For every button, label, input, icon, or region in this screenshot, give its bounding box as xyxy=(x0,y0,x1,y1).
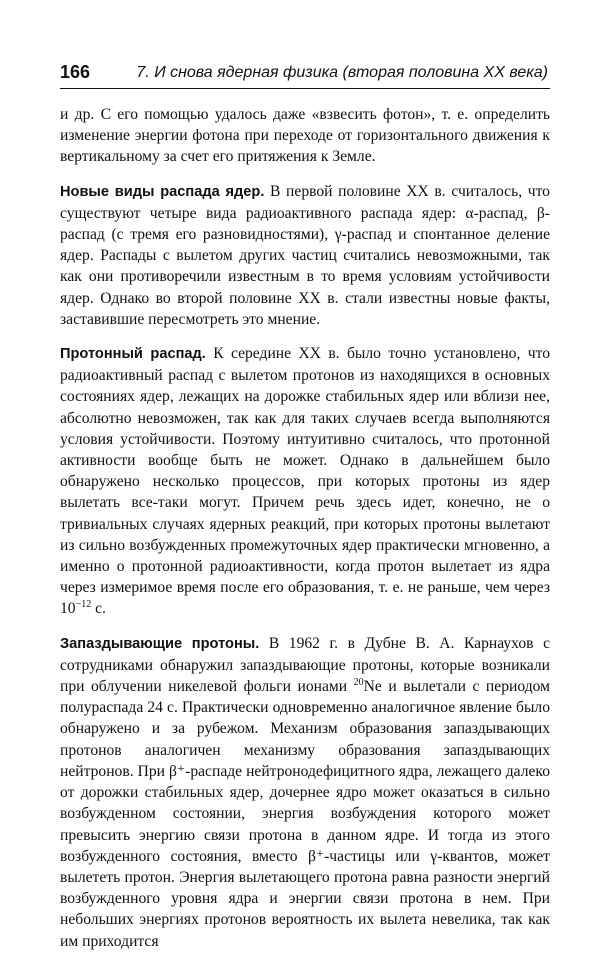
paragraph-proton-decay xyxy=(60,343,550,620)
page-number: 166 xyxy=(60,62,91,82)
paragraph-delayed-protons xyxy=(60,633,550,952)
paragraph-tail: с. xyxy=(91,600,106,618)
paragraph-continuation xyxy=(60,104,550,168)
paragraph-new-decay-types xyxy=(60,181,550,330)
section-heading: Протонный распад. xyxy=(60,346,206,363)
page-header xyxy=(60,58,550,89)
section-heading: Запаздывающие протоны. xyxy=(60,635,260,652)
page-body xyxy=(60,104,550,965)
paragraph-tail: Ne и вылетали с периодом полураспада 24 с. Практически одновременно аналогичное явление было обнаружено и за рубежом. Механизм образования запаздывающих протонов аналогичен механизму образования запаздывающих нейтронов. При β⁺-распаде нейтронодефицитного ядра, лежащего далеко от дорожки стабильных ядер, дочернее ядро может оказаться в сильно возбужденном состоянии, энергия возбуждения которого может превысить энергию связи протона в данном ядре. И тогда из этого возбужденного состояния, вместо β⁺-частицы или γ-квантов, может вылететь протон. Энергия вылетающего протона равна разности энергий возбужденного уровня ядра и энергии связи протона в нем. При небольших энергиях протонов вероятность их вылета невелика, так как им приходится xyxy=(60,678,550,950)
superscript-mass-number: 20 xyxy=(353,677,364,689)
running-title: 7. И снова ядерная физика (вторая половина XX века) xyxy=(136,64,548,81)
paragraph-text: К середине XX в. было точно установлено, что радиоактивный распад с вылетом протонов из находящихся в основных состояниях ядер, лежащих на дорожке стабильных ядер или вблизи нее, абсолютно невозможен, так как для таких случаев всегда выполняются условия устойчивости. Поэтому интуитивно считалось, что протонной активности вообще быть не может. Однако в дальнейшем было обнаружено несколько процессов, при которых протоны из ядер вылетать все-таки могут. Причем речь здесь идет, конечно, не о тривиальных случаях ядерных реакций, при которых протоны вылетают из сильно возбужденных промежуточных ядер практически мгновенно, а именно о протонной радиоактивности, когда протон вылетает из ядра через измеримое время после его образования, т. е. не раньше, чем через 10 xyxy=(60,345,550,618)
section-heading: Новые виды распада ядер. xyxy=(60,183,265,200)
paragraph-text: В 1962 г. в Дубне В. А. Карнаухов с сотрудниками обнаружил запаздывающие протоны, которые возникали при облучении никелевой фольги ионами xyxy=(60,634,550,696)
superscript-exponent: −12 xyxy=(75,599,92,611)
paragraph-text: и др. С его помощью удалось даже «взвесить фотон», т. е. определить изменение энергии фотона при переходе от горизонтального движения к вертикальному за счет его притяжения к Земле. xyxy=(60,106,550,166)
paragraph-text: В первой половине XX в. считалось, что существуют четыре вида радиоактивного распада ядер: α-распад, β-распад (с тремя его разновидностями), γ-распад и спонтанное деление ядер. Распады с вылетом других частиц считались невозможными, так как они противоречили известным в то время условиям устойчивости ядер. Однако во второй половине XX в. стали известны новые факты, заставившие пересмотреть это мнение. xyxy=(60,182,550,328)
